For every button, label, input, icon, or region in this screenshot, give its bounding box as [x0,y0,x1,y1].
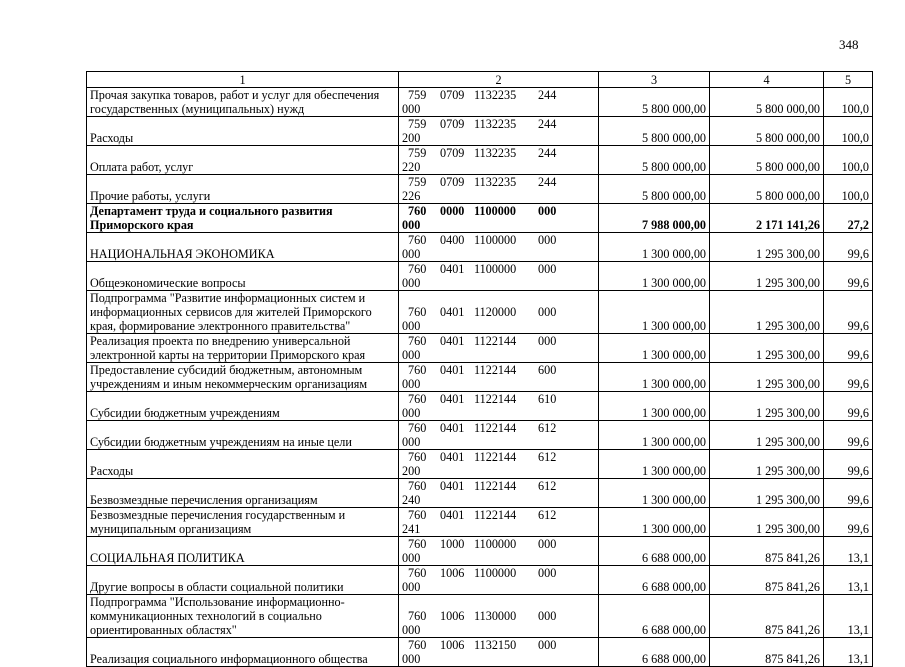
execution-percent: 99,6 [824,421,873,450]
planned-amount: 1 300 000,00 [599,450,710,479]
executed-amount: 1 295 300,00 [710,291,824,334]
executed-amount: 1 295 300,00 [710,450,824,479]
execution-percent: 100,0 [824,146,873,175]
column-header: 4 [710,72,824,88]
code-cell: 760 [408,262,427,276]
row-name: Реализация социального информационного общества [87,638,399,667]
planned-amount: 1 300 000,00 [599,363,710,392]
code-cell: 1122144 [474,508,517,522]
code-cell: 000 [402,580,421,594]
code-cell: 0401 [440,450,465,464]
planned-amount: 1 300 000,00 [599,233,710,262]
executed-amount: 875 841,26 [710,537,824,566]
code-cell: 0709 [440,117,465,131]
row-codes [399,537,599,566]
executed-amount: 5 800 000,00 [710,146,824,175]
table-row [87,334,873,363]
executed-amount: 1 295 300,00 [710,334,824,363]
table-row [87,421,873,450]
code-cell: 244 [538,175,557,189]
table-row [87,204,873,233]
executed-amount: 1 295 300,00 [710,392,824,421]
code-cell: 760 [408,334,427,348]
executed-amount: 875 841,26 [710,595,824,638]
row-name: НАЦИОНАЛЬНАЯ ЭКОНОМИКА [87,233,399,262]
executed-amount: 5 800 000,00 [710,117,824,146]
code-cell: 759 [408,88,427,102]
code-cell: 226 [402,189,421,203]
execution-percent: 13,1 [824,566,873,595]
executed-amount: 875 841,26 [710,638,824,667]
row-name: Субсидии бюджетным учреждениям на иные цели [87,421,399,450]
execution-percent: 99,6 [824,262,873,291]
planned-amount: 5 800 000,00 [599,117,710,146]
code-cell: 000 [538,537,557,551]
code-cell: 1100000 [474,204,516,218]
code-cell: 1132235 [474,146,517,160]
row-codes [399,117,599,146]
code-cell: 759 [408,175,427,189]
code-cell: 1006 [440,638,465,652]
execution-percent: 100,0 [824,175,873,204]
table-row [87,88,873,117]
executed-amount: 1 295 300,00 [710,421,824,450]
execution-percent: 13,1 [824,537,873,566]
code-cell: 612 [538,479,557,493]
code-cell: 1000 [440,537,465,551]
code-cell: 200 [402,464,421,478]
execution-percent: 100,0 [824,88,873,117]
code-cell: 1132235 [474,88,517,102]
code-cell: 0401 [440,262,465,276]
code-cell: 0401 [440,305,465,319]
code-cell: 000 [402,276,421,290]
row-codes [399,595,599,638]
code-cell: 0401 [440,392,465,406]
code-cell: 1132150 [474,638,517,652]
code-cell: 000 [402,319,421,333]
table-row [87,508,873,537]
row-name: Подпрограмма "Развитие информационных систем и информационных сервисов для жителей Приморского края, формирование электронного правительства" [87,291,399,334]
row-codes [399,363,599,392]
table-row [87,638,873,667]
column-header: 2 [399,72,599,88]
row-name: СОЦИАЛЬНАЯ ПОЛИТИКА [87,537,399,566]
execution-percent: 99,6 [824,508,873,537]
row-codes [399,233,599,262]
code-cell: 000 [538,262,557,276]
table-row [87,233,873,262]
code-cell: 000 [538,638,557,652]
planned-amount: 5 800 000,00 [599,146,710,175]
code-cell: 1120000 [474,305,517,319]
row-codes [399,204,599,233]
planned-amount: 5 800 000,00 [599,175,710,204]
table-row [87,392,873,421]
table-row [87,595,873,638]
code-cell: 240 [402,493,421,507]
code-cell: 0709 [440,88,465,102]
executed-amount: 2 171 141,26 [710,204,824,233]
row-codes [399,334,599,363]
code-cell: 220 [402,160,421,174]
code-cell: 000 [402,623,421,637]
executed-amount: 1 295 300,00 [710,363,824,392]
executed-amount: 5 800 000,00 [710,175,824,204]
row-name: Общеэкономические вопросы [87,262,399,291]
code-cell: 000 [402,102,421,116]
code-cell: 760 [408,537,427,551]
code-cell: 200 [402,131,421,145]
row-codes [399,146,599,175]
code-cell: 760 [408,392,427,406]
row-codes [399,450,599,479]
row-codes [399,175,599,204]
planned-amount: 6 688 000,00 [599,537,710,566]
table-row [87,566,873,595]
executed-amount: 1 295 300,00 [710,262,824,291]
planned-amount: 1 300 000,00 [599,392,710,421]
row-name: Реализация проекта по внедрению универсальной электронной карты на территории Приморского края [87,334,399,363]
code-cell: 760 [408,363,427,377]
row-codes [399,508,599,537]
code-cell: 760 [408,421,427,435]
execution-percent: 99,6 [824,334,873,363]
row-name: Расходы [87,117,399,146]
column-header: 3 [599,72,710,88]
code-cell: 1122144 [474,334,517,348]
code-cell: 760 [408,566,427,580]
code-cell: 1006 [440,609,465,623]
row-name: Прочие работы, услуги [87,175,399,204]
code-cell: 0401 [440,334,465,348]
code-cell: 1122144 [474,479,517,493]
column-header: 1 [87,72,399,88]
code-cell: 000 [402,218,421,232]
code-cell: 610 [538,392,557,406]
planned-amount: 1 300 000,00 [599,262,710,291]
code-cell: 1122144 [474,421,517,435]
planned-amount: 6 688 000,00 [599,566,710,595]
code-cell: 244 [538,117,557,131]
executed-amount: 875 841,26 [710,566,824,595]
row-name: Другие вопросы в области социальной политики [87,566,399,595]
execution-percent: 99,6 [824,392,873,421]
code-cell: 760 [408,609,427,623]
table-row [87,146,873,175]
table-row [87,537,873,566]
table-row [87,450,873,479]
code-cell: 000 [402,551,421,565]
code-cell: 0709 [440,146,465,160]
code-cell: 0400 [440,233,465,247]
code-cell: 1132235 [474,175,517,189]
code-cell: 000 [402,435,421,449]
code-cell: 0401 [440,421,465,435]
code-cell: 241 [402,522,421,536]
code-cell: 1122144 [474,450,517,464]
code-cell: 1122144 [474,363,517,377]
table-row [87,291,873,334]
code-cell: 0709 [440,175,465,189]
row-codes [399,479,599,508]
code-cell: 1100000 [474,262,517,276]
code-cell: 760 [408,305,427,319]
code-cell: 612 [538,421,557,435]
execution-percent: 100,0 [824,117,873,146]
planned-amount: 5 800 000,00 [599,88,710,117]
code-cell: 1006 [440,566,465,580]
code-cell: 1100000 [474,233,517,247]
row-name: Подпрограмма "Использование информационно-коммуникационных технологий в социально ориентированных областях" [87,595,399,638]
planned-amount: 1 300 000,00 [599,421,710,450]
code-cell: 000 [538,609,557,623]
code-cell: 1100000 [474,566,517,580]
row-name: Департамент труда и социального развития Приморского края [87,204,399,233]
code-cell: 0401 [440,508,465,522]
code-cell: 000 [402,247,421,261]
executed-amount: 5 800 000,00 [710,88,824,117]
planned-amount: 1 300 000,00 [599,291,710,334]
row-name: Безвозмездные перечисления организациям [87,479,399,508]
code-cell: 1130000 [474,609,517,623]
code-cell: 760 [408,204,427,218]
row-codes [399,88,599,117]
code-cell: 000 [538,334,557,348]
row-name: Предоставление субсидий бюджетным, автономным учреждениям и иным некоммерческим организациям [87,363,399,392]
row-codes [399,291,599,334]
code-cell: 000 [402,652,421,666]
code-cell: 000 [402,348,421,362]
execution-percent: 99,6 [824,363,873,392]
row-name: Безвозмездные перечисления государственным и муниципальным организациям [87,508,399,537]
execution-percent: 99,6 [824,233,873,262]
row-codes [399,392,599,421]
table-row [87,262,873,291]
code-cell: 759 [408,146,427,160]
table-row [87,117,873,146]
execution-percent: 13,1 [824,638,873,667]
code-cell: 0401 [440,479,465,493]
execution-percent: 99,6 [824,450,873,479]
executed-amount: 1 295 300,00 [710,479,824,508]
table-row [87,479,873,508]
code-cell: 760 [408,508,427,522]
code-cell: 612 [538,508,557,522]
code-cell: 244 [538,146,557,160]
code-cell: 612 [538,450,557,464]
code-cell: 1132235 [474,117,517,131]
code-cell: 000 [538,233,557,247]
planned-amount: 1 300 000,00 [599,479,710,508]
code-cell: 000 [402,406,421,420]
code-cell: 244 [538,88,557,102]
row-codes [399,421,599,450]
execution-percent: 99,6 [824,479,873,508]
table-row [87,175,873,204]
column-header: 5 [824,72,873,88]
execution-percent: 13,1 [824,595,873,638]
code-cell: 600 [538,363,557,377]
planned-amount: 1 300 000,00 [599,508,710,537]
budget-table [86,71,873,667]
row-codes [399,566,599,595]
code-cell: 1100000 [474,537,517,551]
code-cell: 760 [408,479,427,493]
code-cell: 760 [408,233,427,247]
executed-amount: 1 295 300,00 [710,508,824,537]
row-codes [399,638,599,667]
execution-percent: 27,2 [824,204,873,233]
code-cell: 0401 [440,363,465,377]
code-cell: 000 [402,377,421,391]
code-cell: 000 [538,566,557,580]
planned-amount: 6 688 000,00 [599,638,710,667]
code-cell: 760 [408,450,427,464]
executed-amount: 1 295 300,00 [710,233,824,262]
row-codes [399,262,599,291]
code-cell: 760 [408,638,427,652]
planned-amount: 7 988 000,00 [599,204,710,233]
execution-percent: 99,6 [824,291,873,334]
planned-amount: 1 300 000,00 [599,334,710,363]
row-name: Прочая закупка товаров, работ и услуг для обеспечения государственных (муниципальных) нужд [87,88,399,117]
page-number: 348 [839,37,859,52]
code-cell: 0000 [440,204,465,218]
code-cell: 000 [538,305,557,319]
code-cell: 759 [408,117,427,131]
code-cell: 1122144 [474,392,517,406]
header-row [87,72,873,88]
row-name: Субсидии бюджетным учреждениям [87,392,399,421]
row-name: Расходы [87,450,399,479]
table-row [87,363,873,392]
code-cell: 000 [538,204,557,218]
row-name: Оплата работ, услуг [87,146,399,175]
planned-amount: 6 688 000,00 [599,595,710,638]
